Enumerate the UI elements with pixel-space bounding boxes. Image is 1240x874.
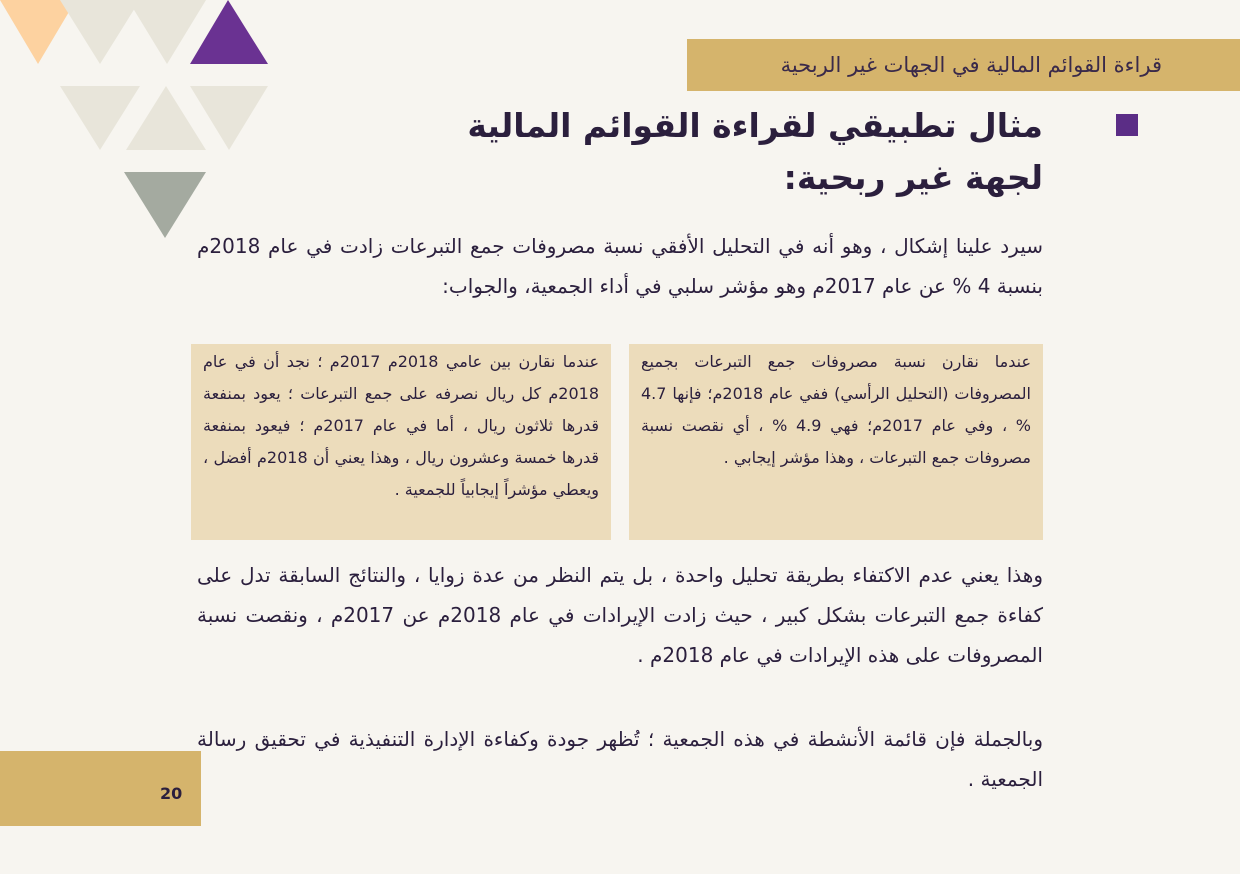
triangle-purple: [190, 0, 268, 64]
square-bullet-icon: [1116, 114, 1138, 136]
triangle-beige-4: [126, 86, 206, 150]
triangle-beige-3: [60, 86, 140, 150]
page-number: 20: [160, 784, 183, 803]
conclusion-paragraph: وهذا يعني عدم الاكتفاء بطريقة تحليل واحدة ، بل يتم النظر من عدة زوايا ، والنتائج السابقة تدل على كفاءة جمع التبرعات بشكل كبير ، حيث زادت الإيرادات في عام 2018م عن 2017م ، ونقصت نسبة المصروفات على هذه الإيرادات في عام 2018م .: [197, 563, 1043, 667]
chapter-title: قراءة القوائم المالية في الجهات غير الربحية: [780, 53, 1162, 77]
triangle-beige-1: [60, 0, 140, 64]
section-title-line1: مثال تطبيقي لقراءة القوائم المالية: [467, 106, 1043, 145]
intro-paragraph: سيرد علينا إشكال ، وهو أنه في التحليل الأفقي نسبة مصروفات جمع التبرعات زادت في عام 2018م بنسبة 4 % عن عام 2017م وهو مؤشر سلبي في أداء الجمعية، والجواب:: [197, 234, 1043, 298]
triangle-beige-2: [128, 0, 206, 64]
summary-paragraph: وبالجملة فإن قائمة الأنشطة في هذه الجمعية ؛ تُظهر جودة وكفاءة الإدارة التنفيذية في تحقيق رسالة الجمعية .: [197, 727, 1043, 791]
triangle-gray: [124, 172, 206, 238]
triangle-beige-5: [190, 86, 268, 150]
section-title: [343, 100, 1043, 204]
triangle-peach: [0, 0, 76, 64]
chapter-header-bar: [687, 39, 1240, 91]
decorative-triangles: [0, 0, 280, 250]
section-title-line2: لجهة غير ربحية:: [783, 158, 1043, 197]
vertical-analysis-box: عندما نقارن نسبة مصروفات جمع التبرعات بجميع المصروفات (التحليل الرأسي) ففي عام 2018م؛ فإنها 4.7 % ، وفي عام 2017م؛ فهي 4.9 % ، أي نقصت نسبة مصروفات جمع التبرعات ، وهذا مؤشر إيجابي .: [629, 344, 1043, 540]
per-riyal-box: عندما نقارن بين عامي 2018م 2017م ؛ نجد أن في عام 2018م كل ريال نصرفه على جمع التبرعات ؛ يعود بمنفعة قدرها ثلاثون ريال ، أما في عام 2017م ؛ فيعود بمنفعة قدرها خمسة وعشرون ريال ، وهذا يعني أن 2018م أفضل ، ويعطي مؤشراً إيجابياً للجمعية .: [191, 344, 611, 540]
